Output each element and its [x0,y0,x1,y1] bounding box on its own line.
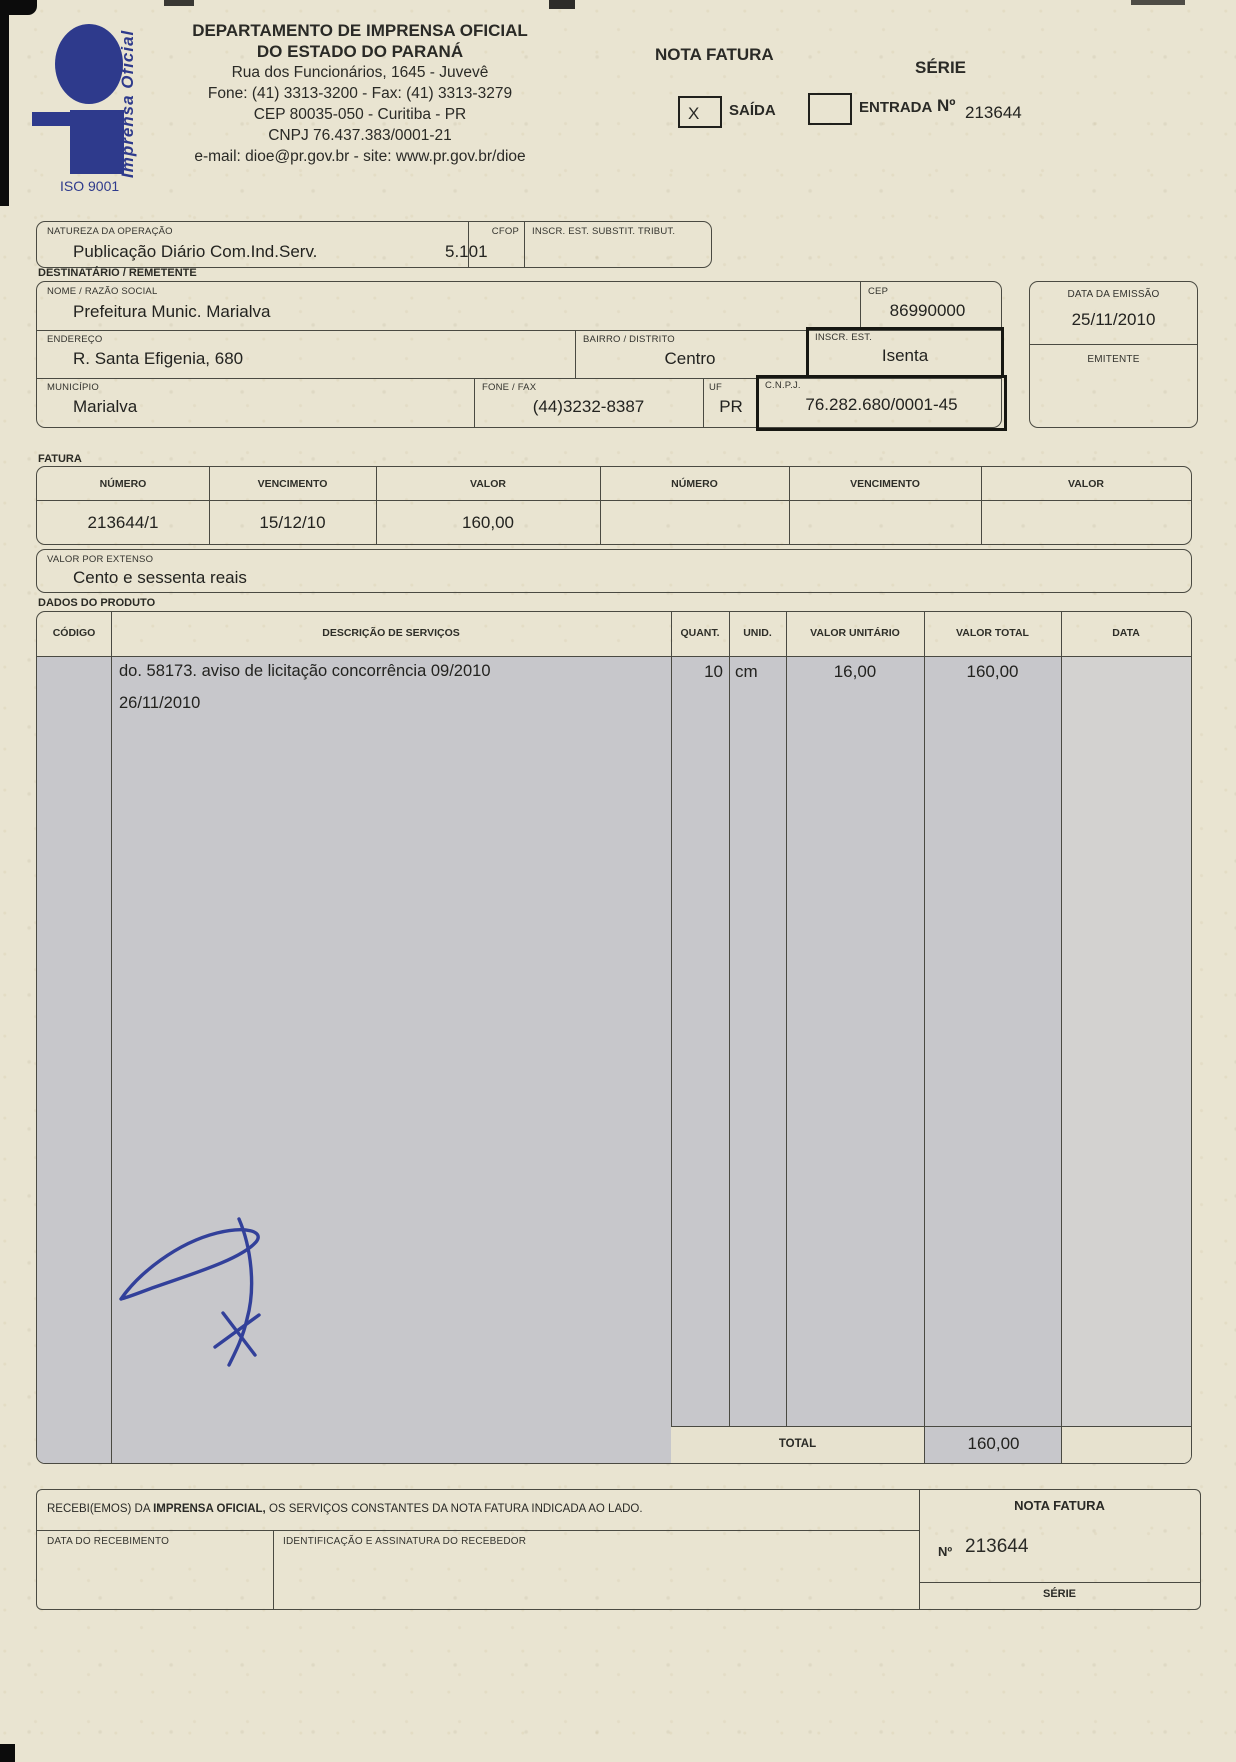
numero-value: 213644 [965,103,1022,122]
produto-col-header: UNID. [743,627,772,639]
imprensa-oficial-logo-block [70,110,124,174]
fatura-col-header: VENCIMENTO [257,478,328,490]
municipio-label: MUNICÍPIO [47,382,99,393]
recibo-box [36,1489,1201,1610]
org-name-line2: DO ESTADO DO PARANÁ [256,42,464,61]
org-address-line: Fone: (41) 3313-3200 - Fax: (41) 3313-3279 [207,85,513,102]
org-address-line: e-mail: dioe@pr.gov.br - site: www.pr.gov.br/dioe [194,148,526,165]
divider [37,500,1191,501]
data-emissao-value: 25/11/2010 [1071,310,1156,329]
fone-value: (44)3232-8387 [532,397,645,416]
divider [786,612,787,1463]
saida-checkbox-mark: X [688,104,700,123]
nome-label: NOME / RAZÃO SOCIAL [47,286,158,297]
destinatario-block [36,281,1002,428]
cnpj-value: 76.282.680/0001-45 [805,395,958,414]
cnpj-box [756,375,1007,431]
valor-extenso-label: VALOR POR EXTENSO [47,554,154,565]
valor-extenso-box [36,549,1192,593]
divider [924,612,925,1463]
fatura-table [36,466,1192,545]
fatura-col-header: NÚMERO [99,478,147,490]
recibo-numero-value: 213644 [965,1536,1029,1557]
total-value-cell [924,1426,1062,1464]
divider [1061,612,1062,1463]
inscr-est-value: Isenta [881,346,929,365]
divider [919,1582,1200,1583]
divider [524,222,525,267]
produto-cell-valor-total: 160,00 [966,662,1019,681]
recibo-statement-suffix: OS SERVIÇOS CONSTANTES DA NOTA FATURA INDICADA AO LADO. [265,1503,643,1515]
natureza-value: Publicação Diário Com.Ind.Serv. [73,242,318,261]
uf-value: PR [719,397,743,416]
cfop-value: 5.101 [445,242,488,261]
org-address-line: CEP 80035-050 - Curitiba - PR [253,106,467,123]
fatura-cell: 15/12/10 [259,513,326,532]
fatura-cell: 213644/1 [87,513,159,532]
endereco-label: ENDEREÇO [47,334,103,345]
saida-checkbox [678,96,722,128]
total-data-cell [1061,1426,1192,1464]
produto-col-header: VALOR UNITÁRIO [810,627,900,639]
scan-top-artifact [1131,0,1185,5]
fatura-section-label: FATURA [38,453,82,465]
recibo-statement-prefix: RECEBI(EMOS) DA [47,1503,154,1515]
divider [729,612,730,1463]
scan-bottom-artifact [0,1744,15,1762]
inscr-subst-label: INSCR. EST. SUBSTIT. TRIBUT. [532,226,676,237]
imprensa-oficial-logo-circle [55,24,123,104]
fatura-cell: 160,00 [462,513,514,532]
fatura-col-header: VENCIMENTO [850,478,920,490]
recibo-serie-label: SÉRIE [1042,1588,1076,1600]
emitente-label: EMITENTE [1087,354,1140,365]
produto-cell-quant: 10 [704,662,723,681]
emissao-emitente-box [1029,281,1198,428]
produto-cell-unid: cm [735,662,758,681]
total-label: TOTAL [778,1438,817,1450]
divider [37,656,1191,657]
natureza-operacao-box [36,221,712,268]
natureza-label: NATUREZA DA OPERAÇÃO [47,226,173,237]
fone-label: FONE / FAX [482,382,537,393]
produto-cell-descricao-line1: do. 58173. aviso de licitação concorrência 09/2010 [119,662,491,680]
destinatario-section-label: DESTINATÁRIO / REMETENTE [38,267,197,279]
entrada-label: ENTRADA [859,99,933,116]
cep-value: 86990000 [889,301,966,320]
scan-edge-artifact [0,0,9,206]
cnpj-label: C.N.P.J. [765,380,801,391]
divider [37,1530,919,1531]
nome-value: Prefeitura Munic. Marialva [73,302,271,321]
valor-extenso-value: Cento e sessenta reais [73,568,247,587]
fatura-col-header: NÚMERO [671,478,718,490]
numero-label: Nº [937,96,956,115]
recibo-nota-fatura-label: NOTA FATURA [1014,1498,1105,1513]
table-body-shading [1061,656,1191,1463]
produto-table [36,611,1192,1464]
scan-top-artifact [164,0,194,6]
produto-col-header: QUANT. [680,627,720,639]
divider [273,1530,274,1609]
cep-label: CEP [868,286,889,297]
inscr-est-label: INSCR. EST. [815,332,873,343]
total-label-cell [671,1426,924,1464]
uf-label: UF [709,382,723,393]
bairro-label: BAIRRO / DISTRITO [583,334,675,345]
produto-col-header: VALOR TOTAL [956,627,1029,639]
municipio-value: Marialva [73,397,138,416]
produto-col-header: CÓDIGO [52,627,96,639]
pen-signature [109,1187,324,1382]
entrada-checkbox [808,93,852,125]
doc-type-title: NOTA FATURA [655,45,774,64]
endereco-value: R. Santa Efigenia, 680 [73,349,244,368]
bairro-value: Centro [664,349,716,368]
recibo-statement-bold: IMPRENSA OFICIAL, [153,1503,266,1515]
data-emissao-label: DATA DA EMISSÃO [1067,289,1160,300]
inscr-est-box [806,327,1004,378]
total-value: 160,00 [967,1434,1020,1453]
org-name-line1: DEPARTAMENTO DE IMPRENSA OFICIAL [192,21,528,40]
scan-corner-artifact [0,0,37,15]
scan-top-artifact [549,0,575,9]
cfop-label: CFOP [491,226,519,237]
divider [671,612,672,1463]
data-recebimento-label: DATA DO RECEBIMENTO [47,1536,170,1547]
logo-vertical-label: Imprensa Oficial [118,29,137,178]
produto-col-header: DATA [1112,627,1140,639]
fatura-col-header: VALOR [470,478,506,490]
produto-col-header: DESCRIÇÃO DE SERVIÇOS [322,627,460,639]
org-address-line: Rua dos Funcionários, 1645 - Juvevê [231,64,489,81]
identificacao-label: IDENTIFICAÇÃO E ASSINATURA DO RECEBEDOR [283,1536,527,1547]
produto-cell-descricao-line2: 26/11/2010 [119,694,201,712]
divider [1030,344,1197,345]
fatura-col-header: VALOR [1068,478,1104,490]
saida-label: SAÍDA [729,102,776,119]
produto-section-label: DADOS DO PRODUTO [38,597,156,609]
serie-label: SÉRIE [915,58,967,77]
logo-iso-label: ISO 9001 [60,178,120,194]
org-address-line: CNPJ 76.437.383/0001-21 [268,127,452,144]
produto-cell-valor-unitario: 16,00 [833,662,877,681]
recibo-numero-label: Nº [938,1544,953,1559]
